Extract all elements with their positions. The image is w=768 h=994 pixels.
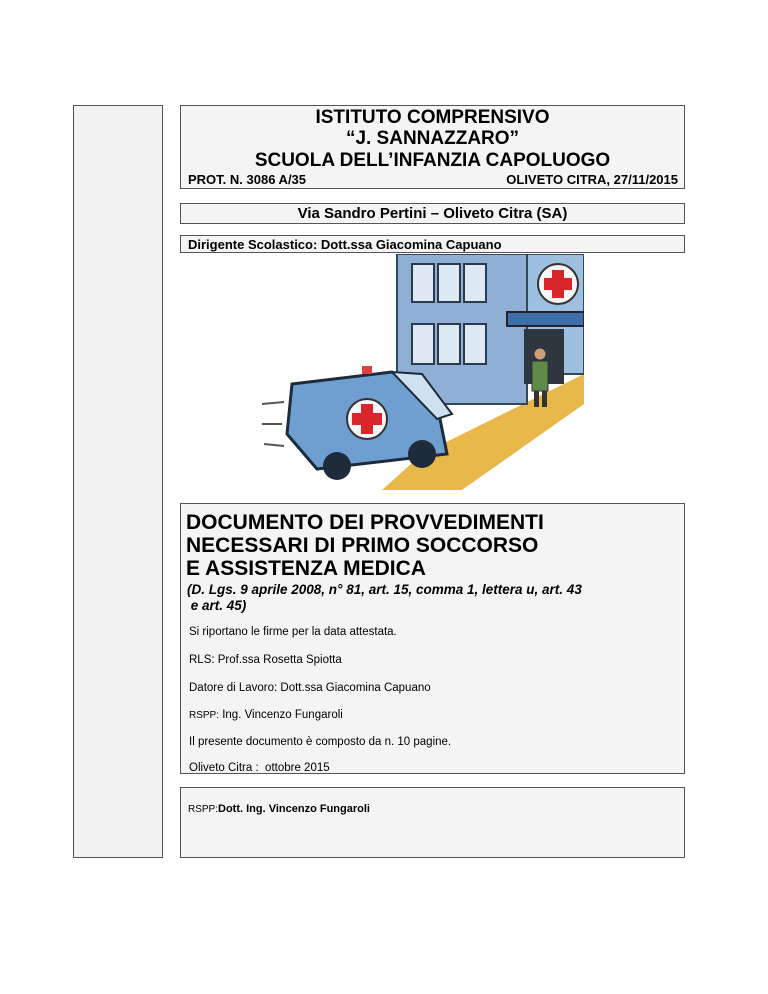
signature-name: Dott. Ing. Vincenzo Fungaroli	[218, 803, 370, 815]
signatures-note: Si riportano le firme per la data attestata.	[189, 626, 397, 638]
pages-note: Il presente documento è composto da n. 10 pagine.	[189, 736, 452, 748]
ambulance-icon	[262, 366, 452, 480]
left-margin-column	[73, 105, 163, 858]
protocol-number: PROT. N. 3086 A/35	[188, 172, 307, 187]
rspp-name: Ing. Vincenzo Fungaroli	[222, 709, 343, 721]
rspp-label: RSPP:	[189, 710, 220, 721]
director-bar	[180, 235, 685, 253]
place-month: Oliveto Citra : ottobre 2015	[189, 762, 330, 774]
signature-box	[180, 787, 685, 858]
school-name-line2: “J. SANNAZZARO”	[345, 128, 520, 149]
school-name-line3: SCUOLA DELL’INFANZIA CAPOLUOGO	[254, 150, 611, 171]
title-line-2: NECESSARI DI PRIMO SOCCORSO	[186, 534, 539, 557]
title-line-1: DOCUMENTO DEI PROVVEDIMENTI	[186, 511, 544, 534]
signature-label: RSPP:	[188, 804, 219, 815]
rspp-line	[189, 709, 343, 721]
school-name-line1: ISTITUTO COMPRENSIVO	[315, 107, 550, 128]
place-date: OLIVETO CITRA, 27/11/2015	[506, 172, 678, 187]
legal-reference-line-2: e art. 45)	[187, 598, 247, 613]
school-header	[180, 105, 685, 189]
employer-line: Datore di Lavoro: Dott.ssa Giacomina Capuano	[189, 682, 431, 694]
director-text: Dirigente Scolastico: Dott.ssa Giacomina Capuano	[188, 237, 502, 252]
first-aid-illustration	[262, 254, 584, 490]
title-line-3: E ASSISTENZA MEDICA	[186, 557, 426, 580]
signature-line	[188, 803, 370, 815]
legal-reference-line-1: (D. Lgs. 9 aprile 2008, n° 81, art. 15, comma 1, lettera u, art. 43	[187, 582, 582, 597]
address-text: Via Sandro Pertini – Oliveto Citra (SA)	[297, 205, 568, 222]
red-cross-icon	[538, 264, 578, 304]
rls-line: RLS: Prof.ssa Rosetta Spiotta	[189, 654, 342, 666]
document-title-box	[180, 503, 685, 774]
address-bar	[180, 203, 685, 224]
